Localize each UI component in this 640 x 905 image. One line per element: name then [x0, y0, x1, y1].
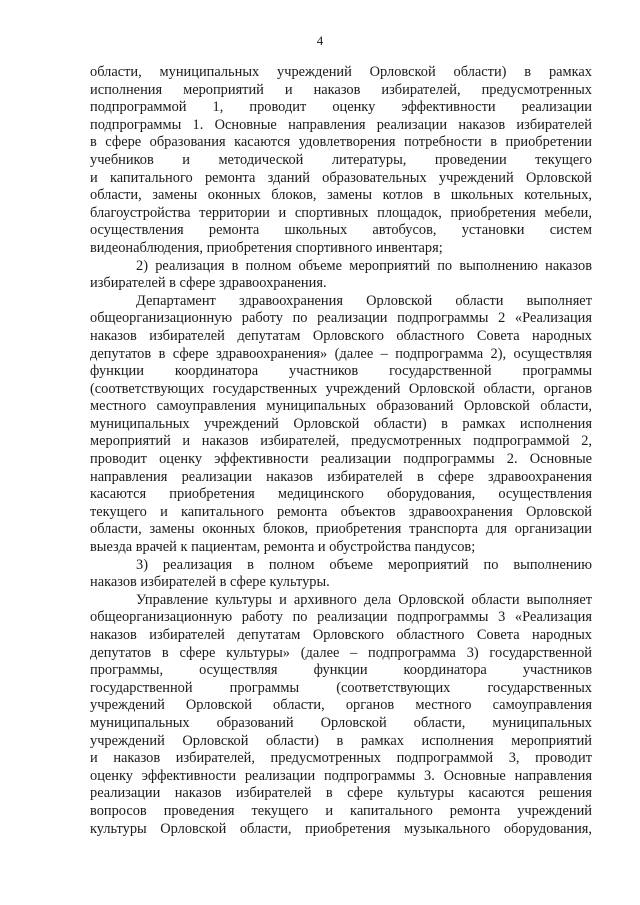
document-body [90, 64, 592, 838]
text-line: учреждений Орловской области) в рамках исполнения мероприятий [90, 732, 592, 749]
text-line: депутатов в сфере культуры» (далее – подпрограмма 3) государственной [90, 644, 592, 661]
text-line: учреждений Орловской области, органов местного самоуправления [90, 697, 592, 714]
text-line: программы, осуществляя функции координатора участников [90, 662, 592, 679]
text-line: государственной программы (соответствующих государственных [90, 679, 592, 696]
text-line: наказов избирателей депутатам Орловского областного Совета народных [90, 327, 592, 344]
text-line: 2) реализация в полном объеме мероприятий по выполнению наказов [136, 257, 592, 274]
text-line: культуры Орловской области, приобретения музыкального оборудования, [90, 820, 592, 837]
text-line: 3) реализация в полном объеме мероприятий по выполнению [136, 556, 592, 573]
text-line: общеорганизационную работу по реализации подпрограммы 2 «Реализация [90, 310, 592, 327]
text-line: (соответствующих государственных учреждений Орловской области, органов [90, 380, 592, 397]
text-line: местного самоуправления муниципальных образований Орловской области, [90, 398, 592, 415]
text-line: и капитального ремонта зданий образовательных учреждений Орловской [90, 169, 592, 186]
text-line: проводит оценку эффективности реализации подпрограммы 2. Основные [90, 451, 592, 468]
text-line: осуществления ремонта школьных автобусов, установки систем [90, 222, 592, 239]
text-line: наказов избирателей депутатам Орловского областного Совета народных [90, 627, 592, 643]
text-line: вопросов проведения текущего и капитального ремонта учреждений [90, 802, 592, 819]
paragraph [90, 592, 592, 838]
text-line: исполнения мероприятий и наказов избирателей, предусмотренных [90, 81, 592, 98]
text-line: области, замены оконных блоков, приобретения транспорта для организации [90, 521, 592, 538]
text-line: подпрограммы 1. Основные направления реализации наказов избирателей [90, 116, 592, 133]
text-line: области, замены оконных блоков, замены котлов в школьных котельных, [90, 187, 592, 204]
text-line: касаются приобретения медицинского оборудования, осуществления [90, 486, 592, 503]
text-line: и наказов избирателей, предусмотренных подпрограммой 3, проводит [90, 750, 592, 767]
paragraph [90, 293, 592, 557]
page-number: 4 [316, 33, 324, 48]
text-line: депутатов в сфере здравоохранения» (далее – подпрограмма 2), осуществляя [90, 345, 592, 362]
text-line: выезда врачей к пациентам, ремонта и обустройства пандусов; [90, 539, 476, 556]
text-line: оценку эффективности реализации подпрограммы 3. Основные направления [90, 767, 592, 784]
text-line: реализации наказов избирателей в сфере культуры касаются решения [90, 785, 592, 802]
text-line: благоустройства территории и спортивных площадок, приобретения мебели, [90, 204, 592, 221]
text-line: муниципальных образований Орловской области, муниципальных [90, 714, 592, 731]
text-line: подпрограммой 1, проводит оценку эффективности реализации [90, 99, 592, 116]
text-line: мероприятий и наказов избирателей, предусмотренных подпрограммой 2, [90, 433, 592, 450]
paragraph [90, 64, 592, 258]
text-line: направления реализации наказов избирателей в сфере здравоохранения [90, 468, 592, 485]
text-line: текущего и капитального ремонта объектов здравоохранения Орловской [90, 503, 592, 520]
text-line: Управление культуры и архивного дела Орловской области выполняет [136, 591, 592, 608]
text-line: Департамент здравоохранения Орловской области выполняет [136, 292, 592, 309]
text-line: избирателей в сфере здравоохранения. [90, 275, 327, 292]
text-line: видеонаблюдения, приобретения спортивного инвентаря; [90, 239, 443, 256]
text-line: в сфере образования касаются удовлетворения потребности в приобретении [90, 134, 592, 151]
paragraph [90, 557, 592, 592]
text-line: функции координатора участников государственной программы [90, 363, 592, 380]
text-line: учебников и методической литературы, проведении текущего [90, 151, 592, 168]
paragraph [90, 258, 592, 293]
text-line: области, муниципальных учреждений Орловской области) в рамках [90, 64, 592, 80]
text-line: муниципальных учреждений Орловской области) в рамках исполнения [90, 415, 592, 432]
text-line: наказов избирателей в сфере культуры. [90, 574, 330, 591]
text-line: общеорганизационную работу по реализации подпрограммы 3 «Реализация [90, 609, 592, 626]
